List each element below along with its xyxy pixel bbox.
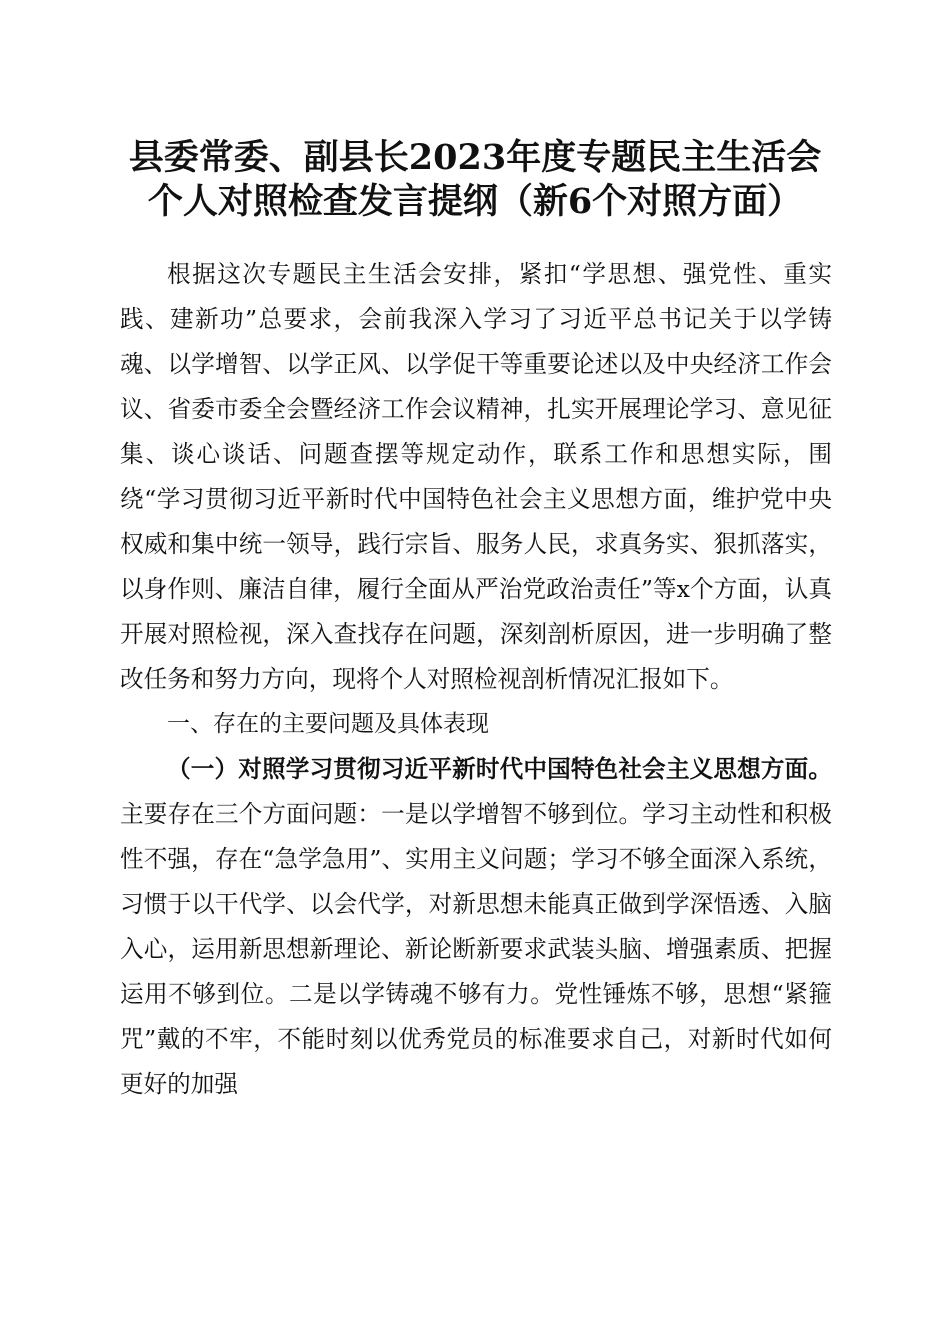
subsection-heading: （一）对照学习贯彻习近平新时代中国特色社会主义思想方面。	[167, 755, 832, 783]
document-title	[60, 136, 890, 224]
subsection-body: 主要存在三个方面问题：一是以学增智不够到位。学习主动性和积极性不强，存在“急学急用”、实用主义问题；学习不够全面深入系统，习惯于以干代学、以会代学，对新思想未能真正做到学深悟透、入脑入心，运用新思想新理论、新论断新要求武装头脑、增强素质、把握运用不够到位。二是以学铸魂不够有力。党性锤炼不够，思想“紧箍咒”戴的不牢，不能时刻以优秀党员的标准要求自己，对新时代如何更好的加强	[120, 800, 832, 1098]
intro-paragraph: 根据这次专题民主生活会安排，紧扣“学思想、强党性、重实践、建新功”总要求，会前我深入学习了习近平总书记关于以学铸魂、以学增智、以学正风、以学促干等重要论述以及中央经济工作会议、省委市委全会暨经济工作会议精神，扎实开展理论学习、意见征集、谈心谈话、问题查摆等规定动作，联系工作和思想实际，围绕“学习贯彻习近平新时代中国特色社会主义思想方面，维护党中央权威和集中统一领导，践行宗旨、服务人民，求真务实、狠抓落实，以身作则、廉洁自律，履行全面从严治党政治责任”等x个方面，认真开展对照检视，深入查找存在问题，深刻剖析原因，进一步明确了整改任务和努力方向，现将个人对照检视剖析情况汇报如下。	[120, 260, 832, 693]
document-body	[120, 252, 832, 1107]
section-heading: 一、存在的主要问题及具体表现	[167, 711, 489, 737]
title-line-2: 个人对照检查发言提纲（新6个对照方面）	[147, 181, 803, 222]
subsection-paragraph	[120, 747, 832, 1107]
title-line-1: 县委常委、副县长2023年度专题民主生活会	[128, 137, 822, 178]
